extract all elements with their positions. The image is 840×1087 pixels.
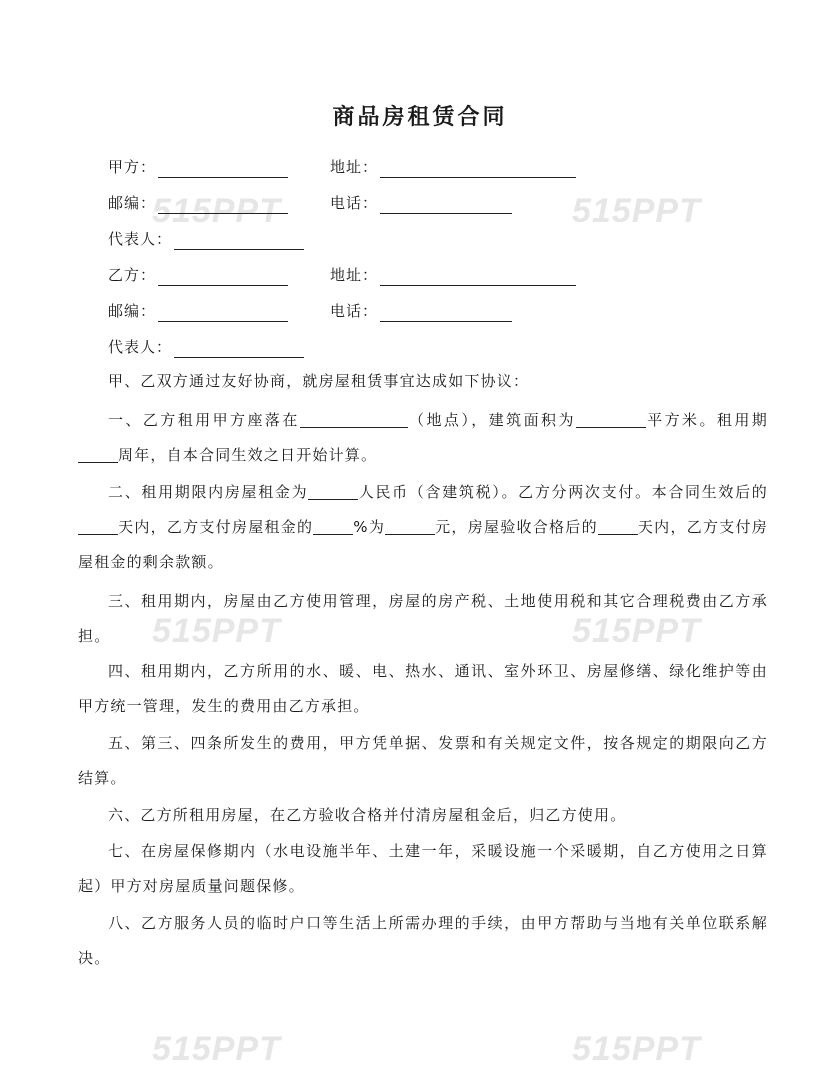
party-b-rep-label: 代表人： [108, 338, 173, 356]
clause-2-text: 天内，乙方支付房屋租金的 [118, 518, 314, 536]
party-a-postcode-field[interactable] [158, 195, 288, 214]
party-a-address-label: 地址： [330, 158, 379, 176]
clause-1-text: 一、乙方租用甲方座落在 [108, 411, 300, 429]
clause-2-text: 二、租用期限内房屋租金为 [108, 483, 309, 501]
clause-2-text: 元，房屋验收合格后的 [435, 518, 598, 536]
party-a-name-field[interactable] [158, 159, 288, 178]
party-b-phone-field[interactable] [380, 303, 512, 322]
watermark: 515PPT [572, 1030, 701, 1068]
party-a-phone-field[interactable] [380, 195, 512, 214]
watermark: 515PPT [152, 1030, 281, 1068]
party-b-address-row [330, 264, 576, 288]
party-b-name-label: 乙方： [108, 266, 157, 284]
party-a-rep-label: 代表人： [108, 230, 173, 248]
first-payment-blank[interactable] [385, 518, 435, 535]
lease-years-blank[interactable] [78, 446, 118, 463]
party-a-address-field[interactable] [380, 159, 576, 178]
clause-3: 三、租用期内，房屋由乙方使用管理，房屋的房产税、土地使用税和其它合理税费由乙方承担。 [78, 592, 768, 645]
party-a-phone-label: 电话： [330, 194, 379, 212]
second-days-blank[interactable] [598, 518, 638, 535]
party-b-rep-row [108, 336, 304, 360]
clause-5: 五、第三、四条所发生的费用，甲方凭单据、发票和有关规定文件，按各规定的期限向乙方结算。 [78, 734, 768, 787]
watermark: 515PPT [572, 192, 701, 230]
clause-1-text: 周年，自本合同生效之日开始计算。 [118, 446, 378, 464]
party-b-address-label: 地址： [330, 266, 379, 284]
party-b-phone-label: 电话： [330, 302, 379, 320]
party-a-rep-field[interactable] [174, 231, 304, 250]
party-b-rep-field[interactable] [174, 339, 304, 358]
clause-2-text: 天内，乙方支付房屋租金的剩余款额。 [78, 518, 768, 571]
party-a-name-label: 甲方： [108, 158, 157, 176]
party-b-name-row [108, 264, 288, 288]
area-blank[interactable] [576, 411, 646, 428]
watermark: 515PPT [152, 192, 281, 230]
clause-8: 八、乙方服务人员的临时户口等生活上所需办理的手续，由甲方帮助与当地有关单位联系解决。 [78, 914, 768, 967]
party-a-postcode-label: 邮编： [108, 194, 157, 212]
clause-1-text: （地点），建筑面积为 [407, 411, 576, 429]
percent-blank[interactable] [313, 518, 353, 535]
party-b-postcode-field[interactable] [158, 303, 288, 322]
watermark: 515PPT [152, 612, 281, 650]
clause-2 [78, 475, 768, 580]
party-a-postcode-row [108, 192, 288, 216]
party-a-phone-row [330, 192, 512, 216]
rent-amount-blank[interactable] [308, 483, 358, 500]
watermark: 515PPT [572, 612, 701, 650]
party-b-address-field[interactable] [380, 267, 576, 286]
first-days-blank[interactable] [78, 518, 118, 535]
clause-6: 六、乙方所租用房屋，在乙方验收合格并付清房屋租金后，归乙方使用。 [108, 806, 627, 824]
clause-2-text: %为 [353, 518, 386, 536]
clause-2-text: 人民币（含建筑税）。乙方分两次支付。本合同生效后的 [358, 483, 768, 501]
party-a-name-row [108, 156, 288, 180]
location-blank[interactable] [300, 411, 408, 428]
clause-4: 四、租用期内，乙方所用的水、暖、电、热水、通讯、室外环卫、房屋修缮、绿化维护等由甲方统一管理，发生的费用由乙方承担。 [78, 662, 768, 715]
intro-paragraph: 甲、乙双方通过友好协商，就房屋租赁事宜达成如下协议： [108, 372, 530, 390]
clause-1 [78, 403, 768, 473]
party-a-rep-row [108, 228, 304, 252]
party-b-postcode-row [108, 300, 288, 324]
clause-1-text: 平方米。租用期 [645, 411, 768, 429]
party-b-postcode-label: 邮编： [108, 302, 157, 320]
party-b-phone-row [330, 300, 512, 324]
document-title: 商品房租赁合同 [332, 105, 508, 130]
party-a-address-row [330, 156, 576, 180]
party-b-name-field[interactable] [158, 267, 288, 286]
clause-7: 七、在房屋保修期内（水电设施半年、土建一年，采暖设施一个采暖期，自乙方使用之日算起）甲方对房屋质量问题保修。 [78, 842, 768, 895]
